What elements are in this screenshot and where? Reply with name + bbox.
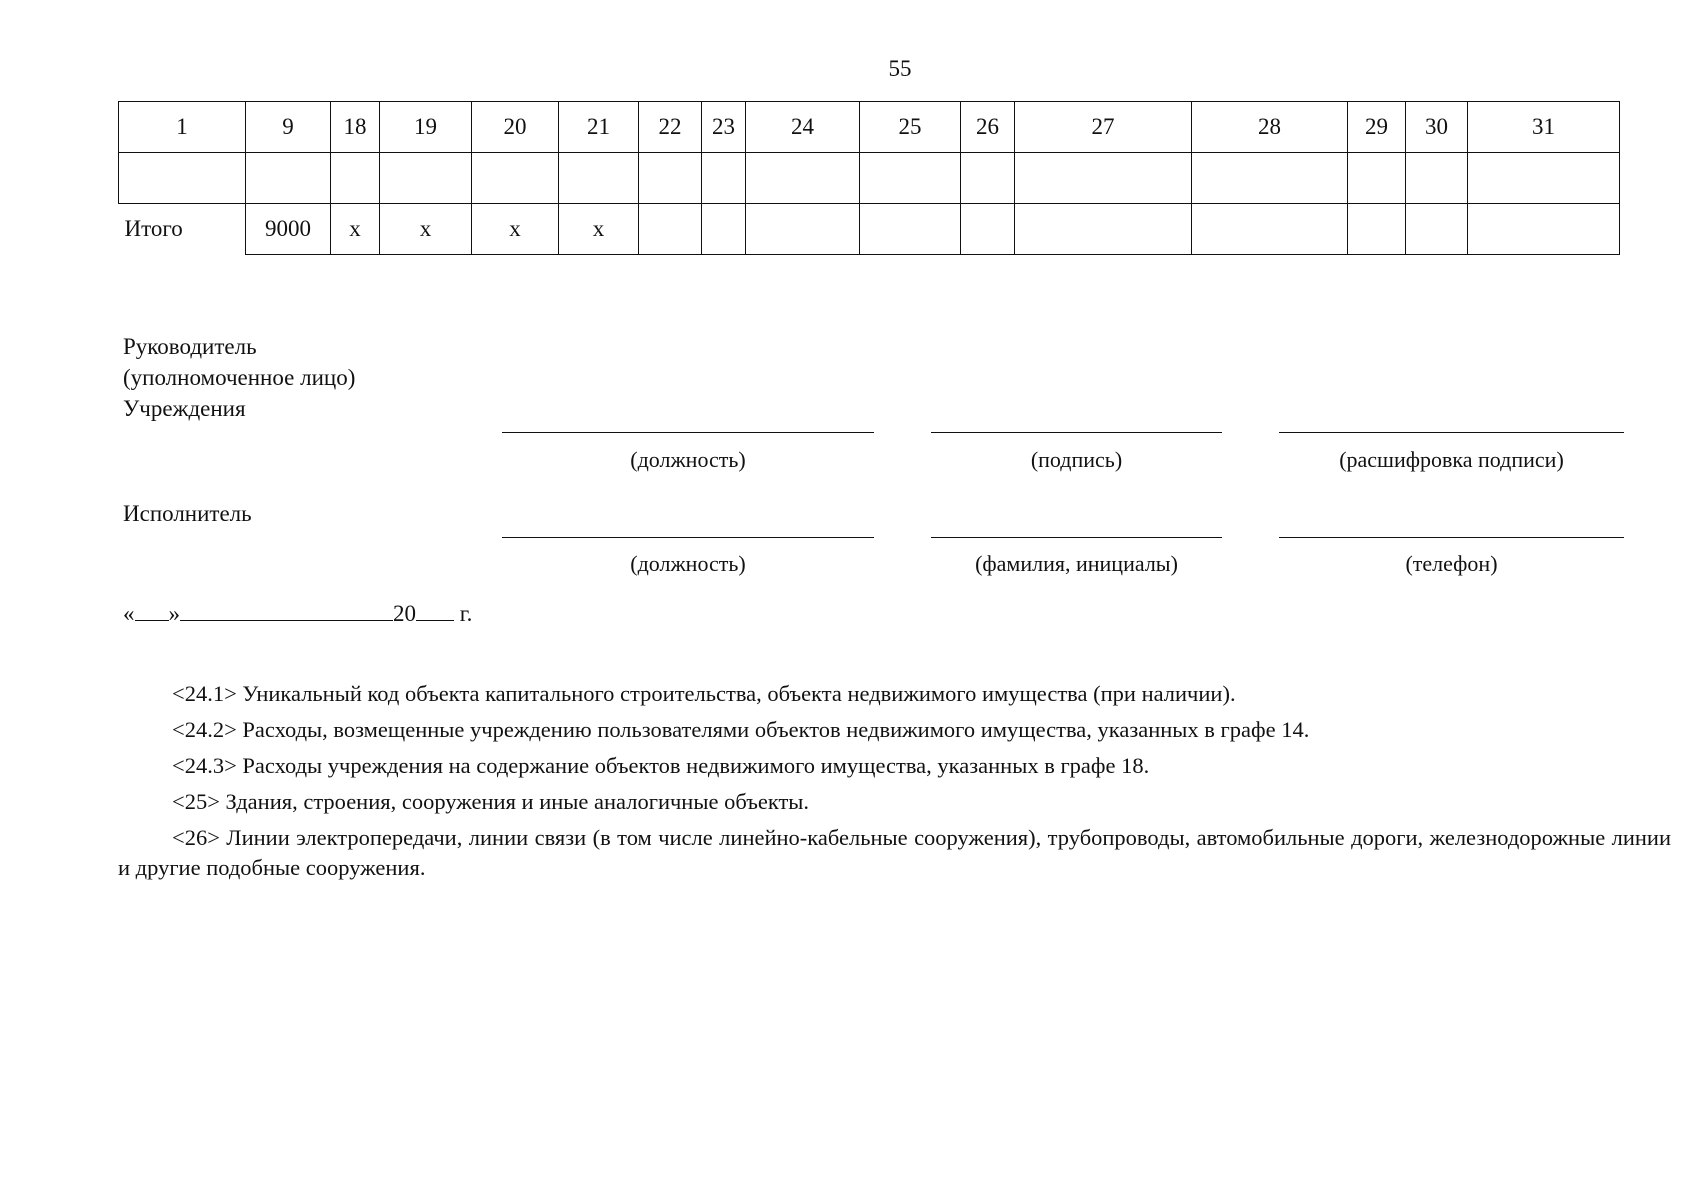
total-cell xyxy=(639,204,702,255)
total-cell xyxy=(1406,204,1468,255)
executor-label: Исполнитель xyxy=(123,501,252,526)
table-header-row xyxy=(119,102,1620,153)
column-header: 9 xyxy=(246,102,331,153)
table-cell xyxy=(1192,153,1348,204)
table-cell xyxy=(119,153,246,204)
table-cell xyxy=(860,153,961,204)
date-close-quote: » xyxy=(168,601,180,626)
table-cell xyxy=(246,153,331,204)
total-cell xyxy=(1468,204,1620,255)
column-header: 28 xyxy=(1192,102,1348,153)
footnote: <24.3> Расходы учреждения на содержание объектов недвижимого имущества, указанных в графе 18. xyxy=(172,753,1150,778)
head-label-line: (уполномоченное лицо) xyxy=(123,365,356,390)
table-cell xyxy=(1015,153,1192,204)
data-table xyxy=(118,101,1620,255)
date-year-field[interactable] xyxy=(416,600,454,621)
date-year-suffix: г. xyxy=(459,601,473,626)
total-cell xyxy=(1192,204,1348,255)
column-header: 23 xyxy=(702,102,746,153)
head-signature-decoding-line[interactable] xyxy=(1279,432,1624,433)
total-cell xyxy=(702,204,746,255)
total-cell: х xyxy=(331,204,380,255)
table-cell xyxy=(746,153,860,204)
page-number: 55 xyxy=(888,56,912,81)
total-cell xyxy=(1015,204,1192,255)
executor-phone-caption: (телефон) xyxy=(1405,551,1498,576)
head-position-line[interactable] xyxy=(502,432,874,433)
date-line xyxy=(123,600,472,627)
total-cell xyxy=(1348,204,1406,255)
table-cell xyxy=(1348,153,1406,204)
total-cell xyxy=(961,204,1015,255)
table-cell xyxy=(702,153,746,204)
table-cell xyxy=(559,153,639,204)
date-open-quote: « xyxy=(123,601,135,626)
executor-position-caption: (должность) xyxy=(630,551,746,576)
table-cell xyxy=(380,153,472,204)
column-header: 1 xyxy=(119,102,246,153)
column-header: 19 xyxy=(380,102,472,153)
total-cell: х xyxy=(559,204,639,255)
head-position-caption: (должность) xyxy=(630,447,746,472)
column-header: 25 xyxy=(860,102,961,153)
head-signature-decoding-caption: (расшифровка подписи) xyxy=(1339,447,1564,472)
table-cell xyxy=(1468,153,1620,204)
column-header: 30 xyxy=(1406,102,1468,153)
column-header: 21 xyxy=(559,102,639,153)
table-row-empty xyxy=(119,153,1620,204)
footnote: <25> Здания, строения, сооружения и иные аналогичные объекты. xyxy=(172,789,810,814)
column-header: 26 xyxy=(961,102,1015,153)
column-header: 22 xyxy=(639,102,702,153)
executor-phone-line[interactable] xyxy=(1279,537,1624,538)
head-label xyxy=(123,331,355,424)
column-header: 31 xyxy=(1468,102,1620,153)
head-label-line: Учреждения xyxy=(123,396,246,421)
head-signature-caption: (подпись) xyxy=(1030,447,1123,472)
footnotes xyxy=(118,676,1671,883)
head-label-line: Руководитель xyxy=(123,334,257,359)
total-cell: 9000 xyxy=(246,204,331,255)
executor-name-caption: (фамилия, инициалы) xyxy=(975,551,1178,576)
table-cell xyxy=(472,153,559,204)
table-cell xyxy=(1406,153,1468,204)
total-cell xyxy=(746,204,860,255)
date-month-field[interactable] xyxy=(180,600,393,621)
date-day-field[interactable] xyxy=(135,600,169,621)
footnote: <24.2> Расходы, возмещенные учреждению пользователями объектов недвижимого имущества, указанных в графе 14. xyxy=(172,717,1310,742)
total-cell xyxy=(860,204,961,255)
total-cell: х xyxy=(472,204,559,255)
executor-name-line[interactable] xyxy=(931,537,1222,538)
column-header: 24 xyxy=(746,102,860,153)
column-header: 27 xyxy=(1015,102,1192,153)
footnote: <26> Линии электропередачи, линии связи (в том числе линейно-кабельные сооружения), трубопроводы, автомобильные дороги, железнодорожные линии и другие подобные сооружения. xyxy=(118,825,1671,880)
table-cell xyxy=(331,153,380,204)
column-header: 20 xyxy=(472,102,559,153)
table-cell xyxy=(639,153,702,204)
column-header: 18 xyxy=(331,102,380,153)
column-header: 29 xyxy=(1348,102,1406,153)
table-row-total xyxy=(119,204,1620,255)
total-cell: х xyxy=(380,204,472,255)
date-year-prefix: 20 xyxy=(393,601,416,626)
executor-position-line[interactable] xyxy=(502,537,874,538)
table-cell xyxy=(961,153,1015,204)
head-signature-line[interactable] xyxy=(931,432,1222,433)
footnote: <24.1> Уникальный код объекта капитального строительства, объекта недвижимого имущества (при наличии). xyxy=(172,681,1236,706)
total-label: Итого xyxy=(119,204,246,255)
